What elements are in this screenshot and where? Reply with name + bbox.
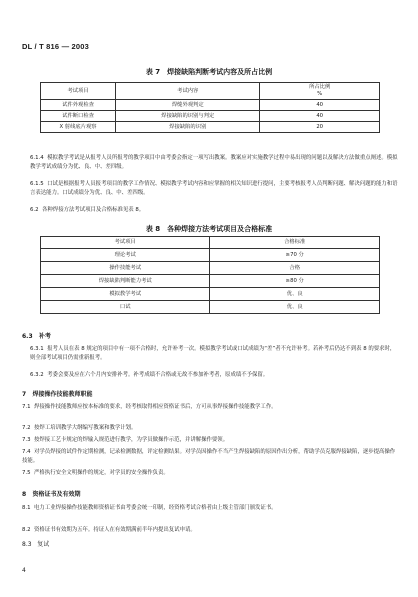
table8-cell: 模拟教学考试	[41, 288, 210, 301]
clause-text: 各种焊接方法考试项目及合格标准见表 8。	[42, 207, 145, 213]
section-number: 6.3	[22, 333, 33, 340]
clause-text: 对学员焊接的试件作定期检测，记录检测数据，评定检测结果。对学员因操作不当产生焊接缺陷的原因作出分析，帮助学员克服焊接缺陷，逐步提高操作技能。	[22, 449, 396, 464]
clause-number: 7.2	[22, 425, 31, 431]
table8-cell: 优、良	[210, 288, 380, 301]
clause-text: 报考人员在表 8 规定的项目中有一项不合格时，允许补考一次。模拟教学考试或口试成绩为“差”者不允许补考。若补考后仍达不到表 8 的要求时，则全部考试项目仍需重新报考。	[30, 346, 396, 361]
table7-header-cell: 考试项目	[41, 83, 116, 100]
clause-text: 口试是根据报考人员报考项目的教学工作情况、模拟教学考试内容和应掌握的相关知识进行提问，主要考核报考人员判断问题、解决问题的能力和语言表达能力。口试成绩分为优、良、中、差四级。	[30, 181, 398, 196]
section-title: 复试	[37, 541, 50, 548]
paragraph-7-2	[22, 424, 400, 433]
table8-caption: 表 8 各种焊接方法考试项目及合格标准	[145, 225, 273, 233]
section-title: 资格证书及有效期	[32, 491, 81, 498]
clause-text: 严格执行安全文明操作的规定，对学员的安全操作负责。	[34, 470, 169, 476]
section-title: 补考	[38, 333, 51, 340]
paragraph-8-1	[22, 504, 400, 513]
section-number: 8	[22, 491, 27, 498]
table7-cell: 20	[260, 122, 380, 133]
table8-cell: 操作技能考试	[41, 262, 210, 275]
section-6-3	[22, 331, 51, 340]
clause-number: 6.1.5	[30, 181, 44, 187]
clause-number: 6.2	[30, 207, 39, 213]
paragraph-7-4	[22, 448, 400, 465]
table8-cell: 合格	[210, 262, 380, 275]
section-7	[22, 389, 92, 398]
clause-number: 7.3	[22, 437, 31, 443]
table8-cell: 口试	[41, 301, 210, 314]
table7-cell: 试件断口检查	[41, 111, 116, 122]
table7-cell: 焊接缺陷的识别	[116, 122, 260, 133]
table7-cell: 焊接缺陷的识别与判定	[116, 111, 260, 122]
paragraph-7-5	[22, 469, 400, 478]
section-number: 8.3	[22, 541, 32, 548]
clause-number: 6.1.4	[30, 155, 44, 161]
clause-number: 7.1	[22, 404, 31, 410]
table8-cell: 理论考试	[41, 249, 210, 262]
clause-text: 焊接操作技能教师应按本标准的要求，经考核取得相应资格证书后，方可从事焊接操作技能教学工作。	[34, 404, 277, 410]
table8	[40, 236, 380, 314]
paragraph-7-3	[22, 436, 400, 445]
table7-cell: 试件外观检查	[41, 100, 116, 111]
table8-header-cell: 考试项目	[41, 237, 210, 249]
clause-number: 7.4	[22, 449, 31, 455]
table7-caption: 表 7 焊接缺陷判断考试内容及所占比例	[145, 68, 273, 76]
paragraph-6-3-1	[30, 345, 400, 362]
table7-cell: 40	[260, 100, 380, 111]
clause-number: 7.5	[22, 470, 31, 476]
table7-cell: 焊缝外观判定	[116, 100, 260, 111]
table7-cell: X 射线底片观察	[41, 122, 116, 133]
paragraph-6-3-2	[30, 371, 400, 380]
paragraph-6-2	[30, 206, 400, 215]
clause-number: 8.1	[22, 505, 31, 511]
section-title: 焊接操作技能教师职能	[32, 391, 93, 398]
table7	[40, 82, 380, 133]
table8-cell: ≥80 分	[210, 275, 380, 288]
table8-cell: 焊接缺陷判断能力考试	[41, 275, 210, 288]
paragraph-6-1-5	[30, 180, 400, 197]
table7-cell: 40	[260, 111, 380, 122]
section-number: 7	[22, 391, 27, 398]
table7-header-cell: 考试内容	[116, 83, 260, 100]
table8-cell: 优、良	[210, 301, 380, 314]
clause-number: 8.2	[22, 527, 31, 533]
page-number: 4	[22, 567, 26, 574]
section-8	[22, 489, 80, 498]
clause-text: 按焊接工艺卡规定的焊输入规范进行教学，为学员做操作示范，并讲解操作要领。	[34, 437, 229, 443]
clause-number: 6.3.1	[30, 346, 44, 352]
paragraph-8-2	[22, 526, 400, 535]
clause-text: 按焊工培训教学大纲编写教案和教学计划。	[34, 425, 137, 431]
table8-cell: ≥70 分	[210, 249, 380, 262]
clause-text: 考委会要及应在六个月内安排补考。补考成绩不合格或无故不参加补考者，原成绩不予保留。	[47, 372, 269, 378]
table7-header-cell: 所占比例 %	[260, 83, 380, 100]
paragraph-6-1-4	[30, 154, 400, 171]
clause-number: 6.3.2	[30, 372, 44, 378]
clause-text: 电力工业焊接操作技能教师资格证书由考委会统一印制，经资格考试合格者由上级主管部门颁发证书。	[34, 505, 277, 511]
paragraph-7-1	[22, 403, 400, 412]
section-8-3	[22, 539, 49, 548]
clause-text: 资格证书有效期为五年。持证人在有效期满前半年内提出复试申请。	[34, 527, 196, 533]
table8-header-cell: 合格标准	[210, 237, 380, 249]
document-header: DL / T 816 — 2003	[22, 42, 90, 51]
clause-text: 模拟教学考试是从报考人员所报考的教学项目中由考委会指定一项写出教案。教案应对实施教学过程中易出现的问题以及解决方法做重点阐述。模拟教学考试成绩分为优、良、中、差四级。	[30, 155, 398, 170]
